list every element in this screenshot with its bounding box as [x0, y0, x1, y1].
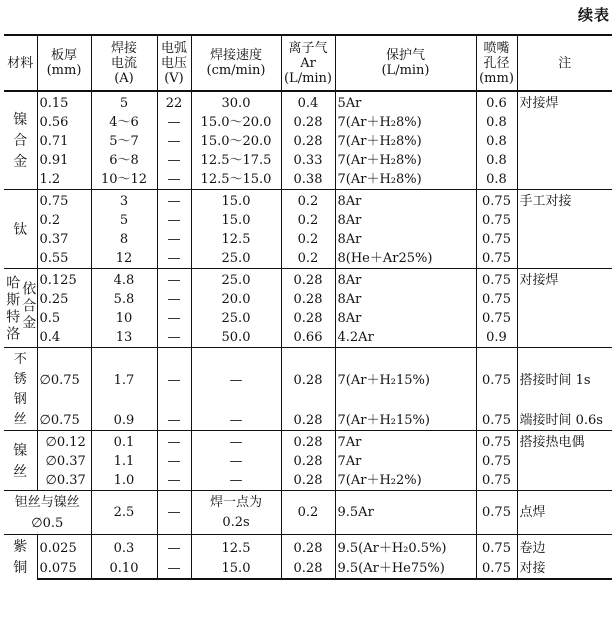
speed-cell: 焊一点为 0.2s: [191, 491, 281, 535]
voltage-cell: —: [157, 328, 191, 348]
table-row: [4, 559, 612, 579]
ion-gas-cell: 0.28: [281, 269, 335, 291]
ion-gas-cell: 0.28: [281, 132, 335, 151]
table-row: [4, 411, 612, 431]
ion-gas-cell: 0.2: [281, 249, 335, 269]
current-cell: 12: [91, 249, 157, 269]
nozzle-cell: 0.75: [476, 471, 517, 491]
speed-cell: 30.0: [191, 91, 281, 113]
nozzle-cell: 0.75: [476, 190, 517, 212]
nozzle-cell: 0.75: [476, 211, 517, 230]
voltage-cell: —: [157, 491, 191, 535]
nozzle-cell: 0.75: [476, 348, 517, 412]
ion-gas-cell: 0.2: [281, 190, 335, 212]
shield-gas-cell: 8Ar: [335, 309, 476, 328]
table-row: [4, 290, 612, 309]
speed-cell: 25.0: [191, 249, 281, 269]
current-cell: 5.8: [91, 290, 157, 309]
speed-cell: 50.0: [191, 328, 281, 348]
voltage-cell: —: [157, 190, 191, 212]
material-cell: 钽丝与镍丝 ∅0.5: [4, 491, 91, 535]
speed-cell: 25.0: [191, 269, 281, 291]
nozzle-cell: 0.75: [476, 411, 517, 431]
current-cell: 2.5: [91, 491, 157, 535]
shield-gas-cell: 8Ar: [335, 290, 476, 309]
voltage-cell: —: [157, 132, 191, 151]
voltage-cell: —: [157, 113, 191, 132]
shield-gas-cell: 7Ar: [335, 431, 476, 453]
thickness-cell: 0.075: [37, 559, 91, 579]
voltage-cell: —: [157, 452, 191, 471]
thickness-cell: ∅0.75: [37, 411, 91, 431]
nozzle-cell: 0.8: [476, 132, 517, 151]
table-row: [4, 113, 612, 132]
speed-cell: —: [191, 471, 281, 491]
voltage-cell: —: [157, 249, 191, 269]
note-cell: [517, 211, 612, 230]
note-cell: [517, 230, 612, 249]
table-caption: 续表: [577, 6, 610, 24]
header-note: 注: [517, 35, 612, 91]
note-cell: [517, 249, 612, 269]
thickness-cell: 0.37: [37, 230, 91, 249]
speed-cell: —: [191, 348, 281, 412]
ion-gas-cell: 0.28: [281, 290, 335, 309]
table-row: [4, 170, 612, 190]
current-cell: 4～6: [91, 113, 157, 132]
current-cell: 0.9: [91, 411, 157, 431]
thickness-cell: ∅0.5: [31, 515, 64, 531]
material-label-right: 依合金: [20, 280, 37, 332]
table-row: [4, 491, 612, 535]
voltage-cell: —: [157, 411, 191, 431]
voltage-cell: —: [157, 230, 191, 249]
table-row: [4, 328, 612, 348]
table-row: [4, 151, 612, 170]
voltage-cell: —: [157, 170, 191, 190]
ion-gas-cell: 0.2: [281, 491, 335, 535]
table-row: [4, 452, 612, 471]
shield-gas-cell: 9.5(Ar＋H₂0.5%): [335, 535, 476, 560]
thickness-cell: 0.2: [37, 211, 91, 230]
thickness-cell: 0.56: [37, 113, 91, 132]
note-cell: 对接: [517, 559, 612, 579]
table-row: [4, 431, 612, 453]
thickness-cell: ∅0.37: [37, 452, 91, 471]
voltage-cell: —: [157, 559, 191, 579]
header-speed: 焊接速度 (cm/min): [191, 35, 281, 91]
nozzle-cell: 0.8: [476, 151, 517, 170]
voltage-cell: —: [157, 269, 191, 291]
shield-gas-cell: 7(Ar＋H₂8%): [335, 151, 476, 170]
table-row: [4, 471, 612, 491]
speed-cell: 15.0: [191, 559, 281, 579]
shield-gas-cell: 8Ar: [335, 211, 476, 230]
thickness-cell: ∅0.37: [37, 471, 91, 491]
shield-gas-cell: 8(He＋Ar25%): [335, 249, 476, 269]
nozzle-cell: 0.75: [476, 309, 517, 328]
current-cell: 5: [91, 91, 157, 113]
voltage-cell: —: [157, 471, 191, 491]
current-cell: 13: [91, 328, 157, 348]
note-cell: [517, 113, 612, 132]
speed-cell: 15.0: [191, 190, 281, 212]
shield-gas-cell: 8Ar: [335, 269, 476, 291]
current-cell: 1.1: [91, 452, 157, 471]
thickness-cell: 0.55: [37, 249, 91, 269]
ion-gas-cell: 0.38: [281, 170, 335, 190]
current-cell: 1.7: [91, 348, 157, 412]
ion-gas-cell: 0.28: [281, 452, 335, 471]
note-cell: 卷边: [517, 535, 612, 560]
table-row: [4, 249, 612, 269]
voltage-cell: —: [157, 535, 191, 560]
ion-gas-cell: 0.28: [281, 348, 335, 412]
header-nozzle: 喷嘴 孔径 (mm): [476, 35, 517, 91]
shield-gas-cell: 7Ar: [335, 452, 476, 471]
note-cell: 端接时间 0.6s: [517, 411, 612, 431]
shield-gas-cell: 7(Ar＋H₂2%): [335, 471, 476, 491]
welding-parameters-table: [4, 34, 612, 580]
nozzle-cell: 0.75: [476, 535, 517, 560]
ion-gas-cell: 0.28: [281, 309, 335, 328]
material-cell: [4, 269, 37, 348]
nozzle-cell: 0.75: [476, 491, 517, 535]
note-cell: 点焊: [517, 491, 612, 535]
note-cell: 手工对接: [517, 190, 612, 212]
ion-gas-cell: 0.28: [281, 471, 335, 491]
table-row: [4, 211, 612, 230]
table-row: [4, 91, 612, 113]
material-label-left: 哈斯特洛: [4, 275, 21, 343]
header-material: 材料: [4, 35, 37, 91]
table-row: [4, 190, 612, 212]
shield-gas-cell: 4.2Ar: [335, 328, 476, 348]
voltage-cell: —: [157, 290, 191, 309]
table-row: [4, 348, 612, 412]
nozzle-cell: 0.8: [476, 113, 517, 132]
note-cell: [517, 452, 612, 471]
thickness-cell: 0.125: [37, 269, 91, 291]
shield-gas-cell: 8Ar: [335, 190, 476, 212]
table-row: [4, 230, 612, 249]
ion-gas-cell: 0.28: [281, 411, 335, 431]
material-cell: 镍 合 金: [4, 91, 37, 190]
material-cell: 钛: [4, 190, 37, 269]
shield-gas-cell: 7(Ar＋H₂8%): [335, 113, 476, 132]
header-shield-gas: 保护气 (L/min): [335, 35, 476, 91]
voltage-cell: —: [157, 211, 191, 230]
note-cell: 搭接热电偶: [517, 431, 612, 453]
voltage-cell: 22: [157, 91, 191, 113]
nozzle-cell: 0.8: [476, 170, 517, 190]
note-cell: [517, 132, 612, 151]
nozzle-cell: 0.75: [476, 452, 517, 471]
voltage-cell: —: [157, 309, 191, 328]
note-cell: [517, 309, 612, 328]
current-cell: 5～7: [91, 132, 157, 151]
thickness-cell: ∅0.12: [37, 431, 91, 453]
table-row: [4, 269, 612, 291]
material-cell: 镍 丝: [4, 431, 37, 491]
current-cell: 0.10: [91, 559, 157, 579]
current-cell: 8: [91, 230, 157, 249]
table-row: [4, 309, 612, 328]
shield-gas-cell: 7(Ar＋H₂8%): [335, 132, 476, 151]
thickness-cell: 0.025: [37, 535, 91, 560]
voltage-cell: —: [157, 151, 191, 170]
speed-cell: 12.5: [191, 535, 281, 560]
material-cell: 不 锈 钢 丝: [4, 348, 37, 431]
thickness-cell: 0.75: [37, 190, 91, 212]
note-cell: [517, 290, 612, 309]
ion-gas-cell: 0.4: [281, 91, 335, 113]
ion-gas-cell: 0.28: [281, 535, 335, 560]
material-cell: 紫 铜: [4, 535, 37, 580]
shield-gas-cell: 9.5Ar: [335, 491, 476, 535]
voltage-cell: —: [157, 431, 191, 453]
header-voltage: 电弧 电压 (V): [157, 35, 191, 91]
note-cell: [517, 471, 612, 491]
note-cell: [517, 328, 612, 348]
thickness-cell: 0.15: [37, 91, 91, 113]
ion-gas-cell: 0.66: [281, 328, 335, 348]
thickness-cell: 1.2: [37, 170, 91, 190]
speed-cell: 15.0: [191, 211, 281, 230]
thickness-cell: 0.5: [37, 309, 91, 328]
note-cell: [517, 170, 612, 190]
speed-cell: —: [191, 431, 281, 453]
nozzle-cell: 0.75: [476, 230, 517, 249]
header-row: [4, 35, 612, 91]
speed-cell: —: [191, 452, 281, 471]
header-thickness: 板厚 (mm): [37, 35, 91, 91]
nozzle-cell: 0.75: [476, 290, 517, 309]
ion-gas-cell: 0.2: [281, 230, 335, 249]
speed-cell: 12.5～15.0: [191, 170, 281, 190]
nozzle-cell: 0.75: [476, 559, 517, 579]
thickness-cell: 0.71: [37, 132, 91, 151]
current-cell: 0.3: [91, 535, 157, 560]
speed-cell: 15.0～20.0: [191, 132, 281, 151]
nozzle-cell: 0.6: [476, 91, 517, 113]
speed-cell: 25.0: [191, 309, 281, 328]
note-cell: 搭接时间 1s: [517, 348, 612, 412]
speed-cell: 15.0～20.0: [191, 113, 281, 132]
nozzle-cell: 0.75: [476, 249, 517, 269]
ion-gas-cell: 0.33: [281, 151, 335, 170]
ion-gas-cell: 0.28: [281, 113, 335, 132]
current-cell: 3: [91, 190, 157, 212]
current-cell: 1.0: [91, 471, 157, 491]
nozzle-cell: 0.75: [476, 431, 517, 453]
table-row: [4, 132, 612, 151]
header-ion-gas: 离子气 Ar (L/min): [281, 35, 335, 91]
current-cell: 10: [91, 309, 157, 328]
speed-cell: 12.5: [191, 230, 281, 249]
thickness-cell: ∅0.75: [37, 348, 91, 412]
speed-cell: —: [191, 411, 281, 431]
ion-gas-cell: 0.28: [281, 431, 335, 453]
thickness-cell: 0.4: [37, 328, 91, 348]
shield-gas-cell: 5Ar: [335, 91, 476, 113]
note-cell: 对接焊: [517, 269, 612, 291]
shield-gas-cell: 7(Ar＋H₂15%): [335, 348, 476, 412]
note-cell: [517, 151, 612, 170]
shield-gas-cell: 8Ar: [335, 230, 476, 249]
nozzle-cell: 0.75: [476, 269, 517, 291]
ion-gas-cell: 0.28: [281, 559, 335, 579]
header-current: 焊接 电流 (A): [91, 35, 157, 91]
current-cell: 6～8: [91, 151, 157, 170]
speed-cell: 12.5～17.5: [191, 151, 281, 170]
nozzle-cell: 0.9: [476, 328, 517, 348]
shield-gas-cell: 9.5(Ar＋He75%): [335, 559, 476, 579]
table-row: [4, 535, 612, 560]
ion-gas-cell: 0.2: [281, 211, 335, 230]
thickness-cell: 0.25: [37, 290, 91, 309]
note-cell: 对接焊: [517, 91, 612, 113]
current-cell: 4.8: [91, 269, 157, 291]
speed-cell: 20.0: [191, 290, 281, 309]
shield-gas-cell: 7(Ar＋H₂15%): [335, 411, 476, 431]
current-cell: 5: [91, 211, 157, 230]
current-cell: 10～12: [91, 170, 157, 190]
shield-gas-cell: 7(Ar＋H₂8%): [335, 170, 476, 190]
thickness-cell: 0.91: [37, 151, 91, 170]
voltage-cell: —: [157, 348, 191, 412]
current-cell: 0.1: [91, 431, 157, 453]
